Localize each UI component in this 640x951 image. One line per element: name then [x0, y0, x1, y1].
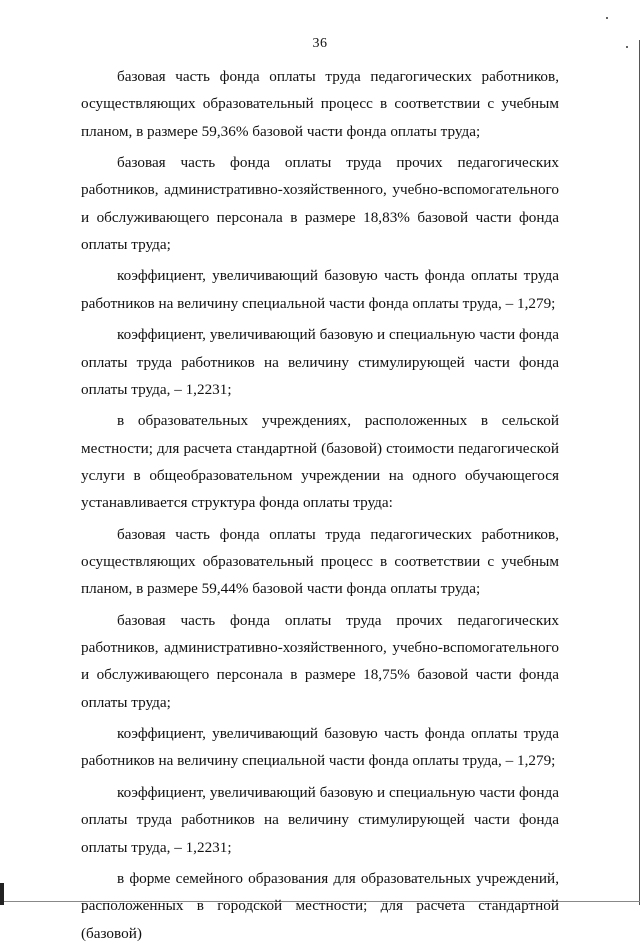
paragraph: базовая часть фонда оплаты труда прочих педагогических работников, административно-хозяйственного, учебно-вспомогательного и обслуживающего персонала в размере 18,75% базовой части фонда оплаты труда; [81, 611, 559, 711]
document-body [81, 63, 559, 951]
scan-corner-mark [0, 883, 4, 905]
page-number: 36 [312, 36, 328, 51]
scan-speck [606, 17, 608, 19]
paragraph: коэффициент, увеличивающий базовую часть фонда оплаты труда работников на величину специальной части фонда оплаты труда, – 1,279; [81, 725, 559, 770]
paragraph: в форме семейного образования для образовательных учреждений, расположенных в городской местности; для расчета стандартной (базовой) [81, 870, 559, 942]
paragraph: в образовательных учреждениях, расположенных в сельской местности; для расчета стандартной (базовой) стоимости педагогической услуги в общеобразовательном учреждении на одного обучающегося устанавливается структура фонда оплаты труда: [81, 412, 559, 512]
paragraph: базовая часть фонда оплаты труда прочих педагогических работников, административно-хозяйственного, учебно-вспомогательного и обслуживающего персонала в размере 18,83% базовой части фонда оплаты труда; [81, 154, 559, 253]
paragraph: базовая часть фонда оплаты труда педагогических работников, осуществляющих образовательный процесс в соответствии с учебным планом, в размере 59,36% базовой части фонда оплаты труда; [81, 68, 559, 140]
paragraph: коэффициент, увеличивающий базовую и специальную части фонда оплаты труда работников на величину стимулирующей части фонда оплаты труда, – 1,2231; [81, 326, 559, 398]
paragraph: базовая часть фонда оплаты труда педагогических работников, осуществляющих образовательный процесс в соответствии с учебным планом, в размере 59,44% базовой части фонда оплаты труда; [81, 525, 559, 598]
paragraph: коэффициент, увеличивающий базовую и специальную части фонда оплаты труда работников на величину стимулирующей части фонда оплаты труда, – 1,2231; [81, 783, 559, 856]
paragraph: коэффициент, увеличивающий базовую часть фонда оплаты труда работников на величину специальной части фонда оплаты труда, – 1,279; [81, 267, 559, 312]
